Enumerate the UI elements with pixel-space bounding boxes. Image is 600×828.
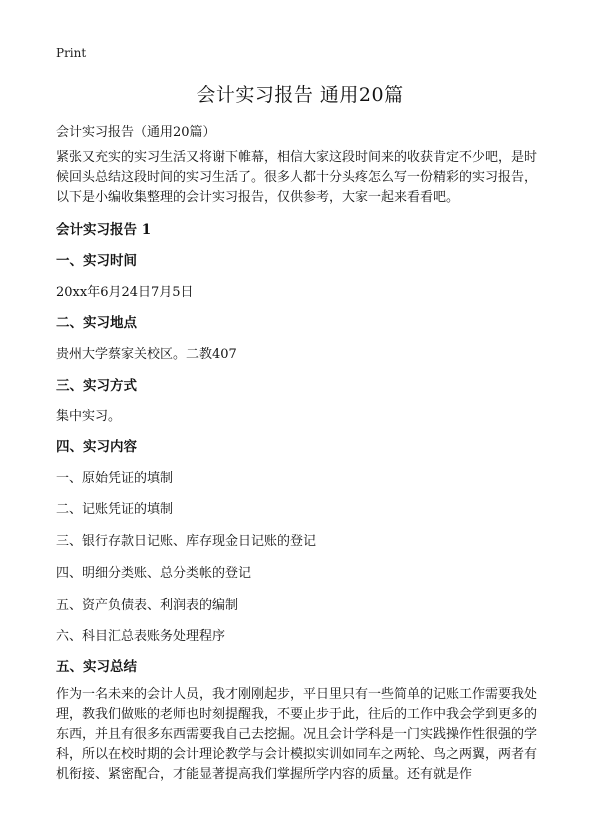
- document-subtitle: 会计实习报告（通用20篇）: [56, 125, 216, 140]
- list-item: 三、银行存款日记账、库存现金日记账的登记: [56, 534, 317, 549]
- list-item: 一、原始凭证的填制: [56, 471, 174, 486]
- report-heading: 会计实习报告 1: [56, 222, 152, 238]
- section-text-time: 20xx年6月24日7月5日: [56, 285, 194, 300]
- section-heading-time: 一、实习时间: [56, 253, 137, 269]
- section-heading-content: 四、实习内容: [56, 439, 137, 455]
- section-text-place: 贵州大学蔡家关校区。二教407: [56, 347, 237, 362]
- section-heading-mode: 三、实习方式: [56, 378, 137, 394]
- section-heading-place: 二、实习地点: [56, 315, 137, 331]
- list-item: 四、明细分类账、总分类帐的登记: [56, 566, 252, 581]
- summary-paragraph: 作为一名未来的会计人员，我才刚刚起步，平日里只有一些简单的记账工作需要我处理，教我们做账的老师也时刻提醒我，不要止步于此，往后的工作中我会学到更多的东西，并且有很多东西需要我自己去挖掘。况且会计学科是一门实践操作性很强的学科，所以在校时期的会计理论教学与会计模拟实训如同车之两轮、鸟之两翼，两者有机衔接、紧密配合，才能显著提高我们掌握所学内容的质量。还有就是作: [56, 687, 538, 782]
- list-item: 二、记账凭证的填制: [56, 502, 174, 517]
- page-title: 会计实习报告 通用20篇: [196, 84, 404, 106]
- list-item: 六、科目汇总表账务处理程序: [56, 629, 226, 644]
- intro-paragraph: 紧张又充实的实习生活又将谢下帷幕，相信大家这段时间来的收获肯定不少吧，是时候回头总结这段时间的实习生活了。很多人都十分头疼怎么写一份精彩的实习报告，以下是小编收集整理的会计实习报告，仅供参考，大家一起来看看吧。: [56, 150, 538, 205]
- list-item: 五、资产负债表、利润表的编制: [56, 598, 239, 613]
- print-link[interactable]: Print: [56, 46, 87, 60]
- section-heading-summary: 五、实习总结: [56, 659, 137, 675]
- section-text-mode: 集中实习。: [56, 409, 122, 424]
